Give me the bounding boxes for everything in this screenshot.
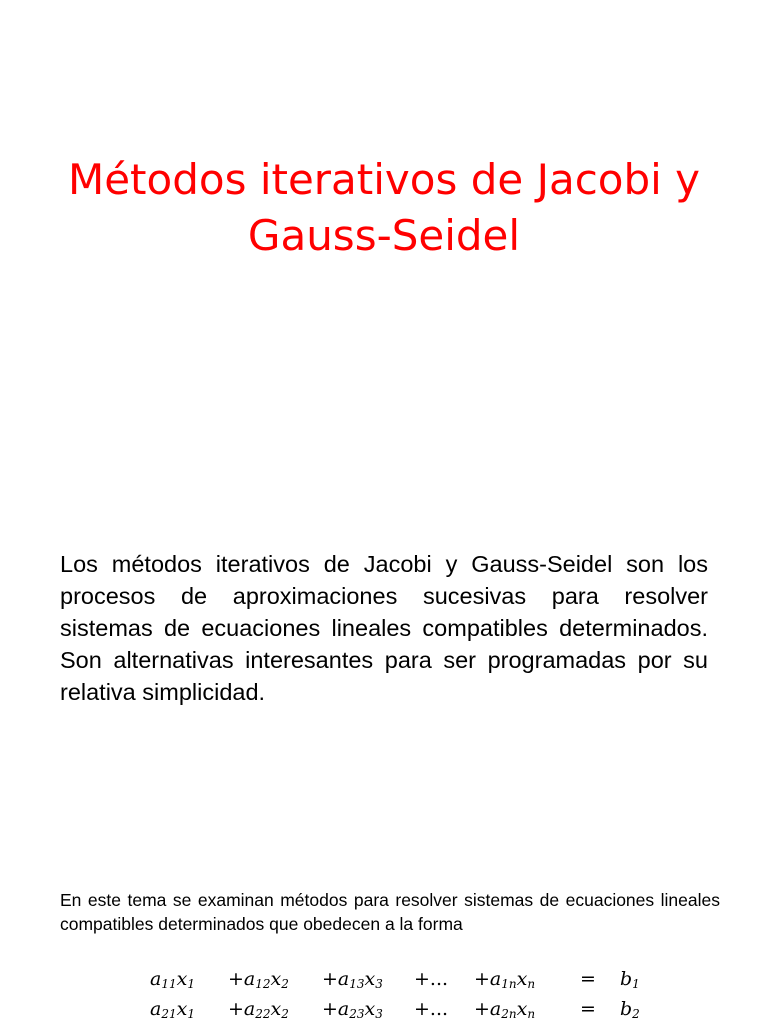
term-a12x2: $+a_{12}x_2$ [228,967,289,991]
term-a13x3: $+a_{13}x_3$ [322,967,383,991]
ellipsis-term: +... [414,968,449,990]
term-a11x1: $a_{11}x_1$ [150,967,195,991]
title-line-1: Métodos iterativos de Jacobi y [67,155,701,204]
term-a21x1: $a_{21}x_1$ [150,997,195,1021]
intro-paragraph: Los métodos iterativos de Jacobi y Gauss-Seidel son los procesos de aproximaciones sucesivas para resolver sistemas de ecuaciones lineales compatibles determinados. Son alternativas interesantes para ser programadas por su relativa simplicidad. [60,551,708,705]
equals-sign: = [580,998,596,1020]
term-a2nxn: $+a_{2n}x_n$ [474,997,536,1021]
equals-sign: = [580,968,596,990]
term-b2: $b_2$ [620,997,640,1021]
term-b1: $b_1$ [620,967,640,991]
title-line-2: Gauss-Seidel [247,211,521,260]
term-a23x3: $+a_{23}x_3$ [322,997,383,1021]
term-a1nxn: $+a_{1n}x_n$ [474,967,536,991]
equation-system [150,964,660,1024]
term-a22x2: $+a_{22}x_2$ [228,997,289,1021]
page-title [0,152,768,264]
equation-row-1 [150,964,660,994]
scope-paragraph: En este tema se examinan métodos para resolver sistemas de ecuaciones lineales compatibles determinados que obedecen a la forma [60,890,720,934]
ellipsis-term: +... [414,998,449,1020]
equation-row-2 [150,994,660,1024]
